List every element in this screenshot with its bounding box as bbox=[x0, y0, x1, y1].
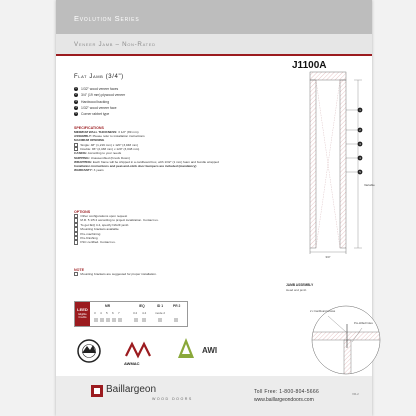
callout-number: 1 bbox=[359, 108, 361, 112]
page-code: VR-2 bbox=[352, 392, 359, 396]
spec-value: Please refer to installation instructions bbox=[92, 134, 145, 139]
spec-label: CASING: bbox=[74, 151, 88, 156]
leed-col-head: MR bbox=[105, 304, 111, 308]
leed-check-cell bbox=[118, 318, 122, 322]
spec-value: Unassembled (Knock Down) bbox=[90, 155, 130, 160]
spec-sheet bbox=[56, 0, 375, 416]
leed-check-cell bbox=[158, 318, 162, 322]
callout-number: 4 bbox=[359, 156, 361, 160]
jamb-assembly-detail bbox=[288, 302, 372, 374]
leed-check-cell bbox=[112, 318, 116, 322]
feature-number-badge: 1 bbox=[75, 87, 77, 91]
jamb-assembly-heading: JAMB ASSEMBLY bbox=[286, 283, 314, 287]
brand-subtitle: WOOD DOORS bbox=[152, 397, 193, 401]
feature-number-badge: 2 bbox=[75, 93, 77, 97]
feature-number-badge: 5 bbox=[75, 112, 77, 116]
leed-credits-table bbox=[74, 301, 188, 327]
leed-value: mode 2 bbox=[155, 311, 166, 315]
leed-value: 6 bbox=[112, 311, 114, 315]
series-header bbox=[56, 0, 372, 34]
rabbet-screws-label: 2 x Cardboard screws bbox=[310, 310, 336, 313]
leed-label bbox=[75, 302, 90, 326]
option-text: To get IEQ 4.4, specify NAUF jamb bbox=[80, 222, 129, 227]
leed-value: 3.2 bbox=[133, 311, 138, 315]
product-title: Flat Jamb (3/4") bbox=[74, 74, 124, 80]
option-text: M.R. 5 1/5 2 according to project localization. Contact us. bbox=[80, 218, 159, 223]
series-subtitle: Veneer Jamb – Non-Rated bbox=[74, 41, 156, 48]
leed-check-cell bbox=[134, 318, 138, 322]
accent-divider bbox=[56, 54, 372, 56]
spec-install-note: Installation instructions and peel-and-stick door bumpers are included (mandatory) bbox=[74, 164, 197, 168]
note-item bbox=[74, 272, 224, 276]
feature-list bbox=[74, 86, 194, 117]
feature-number-badge: 3 bbox=[75, 99, 77, 103]
toll-free-label: Toll Free: bbox=[254, 389, 278, 395]
spec-value: 3 years bbox=[93, 168, 104, 173]
awmac-logo-icon bbox=[122, 340, 156, 362]
awmac-logo-text: AWMAC bbox=[124, 361, 140, 366]
leed-check-cell bbox=[174, 318, 178, 322]
spec-label: SHIPPING: bbox=[74, 155, 90, 160]
toll-free-number: 1-800-804-5666 bbox=[279, 389, 320, 395]
spec-label: WARRANTY: bbox=[74, 168, 93, 173]
checkbox-icon bbox=[74, 272, 78, 276]
note-section bbox=[74, 268, 224, 276]
toll-free bbox=[254, 389, 319, 395]
model-number: J1100A bbox=[292, 60, 327, 71]
spec-max-opening-label: MAXIMUM OPENING bbox=[74, 138, 105, 143]
spec-value: Double: 96" (2,438 mm) x 120" (3,048 mm) bbox=[80, 147, 140, 152]
checkbox-icon bbox=[74, 240, 78, 244]
left-jamb-section bbox=[310, 80, 316, 248]
leed-check-cell bbox=[142, 318, 146, 322]
leed-checkmark-row bbox=[92, 317, 186, 323]
leed-check-cell bbox=[106, 318, 110, 322]
feature-text: Hardwood backing bbox=[81, 99, 110, 104]
spec-label: MINIMUM WALL THICKNESS: bbox=[74, 130, 118, 134]
option-item bbox=[74, 240, 224, 244]
option-text: Mounting brackets available bbox=[80, 227, 119, 232]
callout-number: 3 bbox=[359, 142, 361, 146]
variable-dimension-label: Variable bbox=[364, 183, 375, 187]
jamb-assembly-subtitle: Head and jamb bbox=[286, 288, 307, 292]
leed-check-cell bbox=[94, 318, 98, 322]
subtitle-band bbox=[56, 34, 372, 54]
note-heading: NOTE bbox=[74, 268, 84, 272]
right-jamb-section bbox=[340, 80, 346, 248]
option-text: Pre-machining bbox=[80, 231, 101, 236]
option-text: Other configurations upon request bbox=[80, 214, 128, 219]
feature-item bbox=[74, 111, 194, 117]
spec-value: According to your needs bbox=[87, 151, 122, 156]
spec-value: Single: 48" (1,219 mm) x 120" (3,048 mm) bbox=[80, 142, 139, 147]
option-text: FSC certified. Contact us. bbox=[80, 240, 116, 245]
feature-text: Corner rabbet type bbox=[81, 112, 110, 117]
certification-logos bbox=[74, 334, 244, 368]
brand-logo-icon bbox=[90, 384, 104, 398]
option-text: Pre-finishing bbox=[80, 235, 98, 240]
leed-col-head: IEQ bbox=[139, 304, 145, 308]
website-link[interactable]: www.baillargeondoors.com bbox=[254, 397, 314, 403]
specifications-heading: SPECIFICATIONS bbox=[74, 126, 104, 130]
feature-text: 3/4" (19 mm) plywood veneer bbox=[81, 93, 126, 98]
leed-col-head: ID 1 bbox=[157, 304, 164, 308]
awi-logo-icon bbox=[174, 336, 198, 360]
leed-value: 7 bbox=[118, 311, 120, 315]
leed-value: 3 bbox=[94, 311, 96, 315]
awi-logo-text: AWI bbox=[202, 346, 218, 355]
note-text: Mounting brackets are suggested for proper installation. bbox=[80, 272, 157, 277]
predrilled-holes-label: Pre-drilled holes bbox=[354, 322, 373, 325]
options-section bbox=[74, 210, 224, 245]
callout-number: 5 bbox=[359, 170, 361, 174]
leed-col-head: PR 2 bbox=[173, 304, 181, 308]
jamb-elevation-drawing bbox=[264, 70, 375, 300]
certification-seal-icon bbox=[76, 338, 102, 364]
head-member bbox=[308, 332, 388, 340]
width-dimension-label: 3/4" bbox=[325, 255, 331, 259]
series-title: Evolution Series bbox=[74, 14, 140, 23]
callout-number: 2 bbox=[359, 128, 361, 132]
feature-text: 1/32" wood veneer faces bbox=[81, 87, 119, 92]
spec-label: WRAPPING: bbox=[74, 159, 93, 164]
feature-text: 1/32" wood veneer face bbox=[81, 106, 117, 111]
head-jamb-section bbox=[310, 72, 346, 80]
leed-check-cell bbox=[100, 318, 104, 322]
leed-subtitle: Eligible Credits bbox=[78, 313, 87, 319]
spec-value: Each frame will be shipped in a cardboard box, with 1/32" (1 mm) foam and bundle wrapped bbox=[92, 159, 219, 164]
leed-value: 4.4 bbox=[142, 311, 147, 315]
spec-warranty bbox=[74, 168, 224, 172]
feature-number-badge: 4 bbox=[75, 106, 77, 110]
spec-value: 3 1/2" (89 mm) bbox=[118, 130, 139, 134]
leed-title: LEED bbox=[77, 307, 88, 312]
spec-label: ASSEMBLY: bbox=[74, 134, 92, 139]
leed-value: 4 bbox=[100, 311, 102, 315]
brand-name: Baillargeon bbox=[106, 384, 157, 395]
specifications-section bbox=[74, 126, 224, 172]
options-heading: OPTIONS bbox=[74, 210, 91, 214]
leed-value: 5 bbox=[106, 311, 108, 315]
